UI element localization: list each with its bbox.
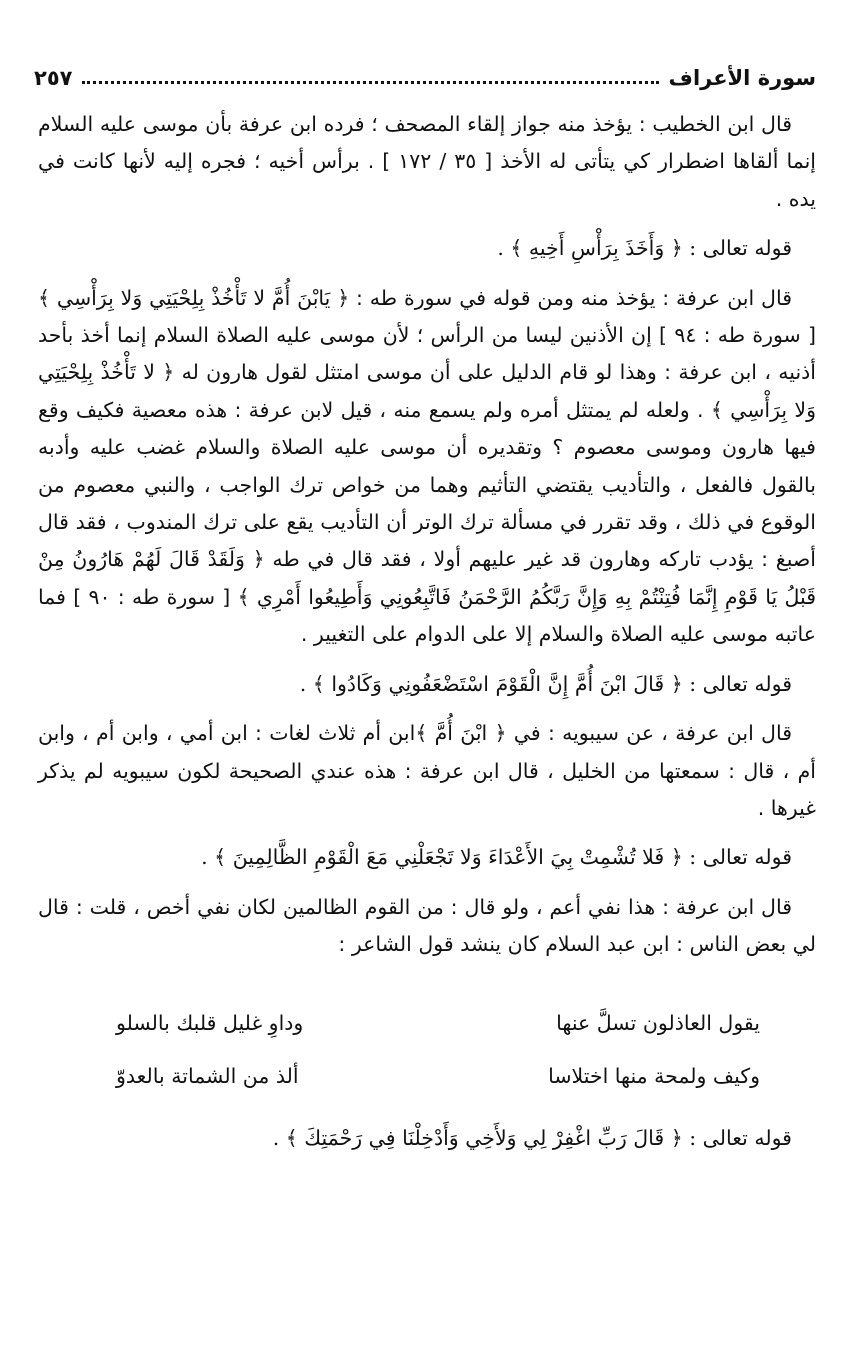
commentary-paragraph: قال ابن عرفة : هذا نفي أعم ، ولو قال : من القوم الظالمين لكان نفي أخص ، قلت : قال لي بعض الناس : ابن عبد السلام كان ينشد قول الشاعر : [38, 894, 816, 957]
poem-first-hemistich: يقول العاذلون تسلَّ عنها [556, 1011, 760, 1036]
poem-verse [38, 998, 816, 1051]
poem [38, 998, 816, 1104]
page-body [38, 106, 816, 1169]
commentary-paragraph: قال ابن عرفة ، عن سيبويه : في ﴿ ابْنَ أُمَّ ﴾ابن أم ثلاث لغات : ابن أمي ، وابن أم ، وابن أم ، قال : سمعتها من الخليل ، قال ابن عرفة : هذه عندي الصحيحة لكون سيبويه لم يذكر غيرها . [38, 721, 816, 820]
page-number: ٢٥٧ [34, 66, 73, 90]
surah-title: سورة الأعراف [668, 66, 816, 90]
poem-verse [38, 1051, 816, 1104]
running-header [34, 58, 816, 98]
header-dotted-leader [82, 81, 658, 84]
poem-first-hemistich: وكيف ولمحة منها اختلاسا [548, 1064, 760, 1089]
commentary-paragraph: قال ابن عرفة : يؤخذ منه ومن قوله في سورة طه : ﴿ يَابْنَ أُمَّ لا تَأْخُذْ بِلِحْيَتِي وَلا بِرَأْسِي ﴾ [ سورة طه : ٩٤ ] إن الأذنين ليسا من الرأس ؛ لأن موسى عليه الصلاة السلام إنما أخذ بأحد أذنيه ، ابن عرفة : وهذا لو قام الدليل على أن موسى امتثل لقول هارون له ﴿ لا تَأْخُذْ بِلِحْيَتِي وَلا بِرَأْسِي ﴾ . ولعله لم يمتثل أمره ولم يسمع منه ، قيل لابن عرفة : هذه معصية فكيف وقع فيها هارون وموسى معصوم ؟ وتقديره أن موسى عليه الصلاة والسلام غضب عليه وأدبه بالقول فالفعل ، والتأديب يقتضي التأثيم وهما من خواص ترك الواجب ، والنبي معصوم من الوقوع في ذلك ، وقد تقرر في مسألة ترك الوتر أن التأديب يقع على ترك المندوب ، فقد قال أصبغ : يؤدب تاركه وهارون قد غير عليهم أولا ، فقد قال في طه ﴿ وَلَقَدْ قَالَ لَهُمْ هَارُونُ مِنْ قَبْلُ يَا قَوْمِ إِنَّمَا فُتِنْتُمْ بِهِ وَإِنَّ رَبَّكُمُ الرَّحْمَنُ فَاتَّبِعُونِي وَأَطِيعُوا أَمْرِي ﴾ [ سورة طه : ٩٠ ] فما عاتبه موسى عليه الصلاة والسلام إلا على الدوام على التغيير . [38, 285, 816, 647]
commentary-paragraph: قال ابن الخطيب : يؤخذ منه جواز إلقاء المصحف ؛ فرده ابن عرفة بأن موسى عليه السلام إنما ألقاها اضطرار كي يتأتى له الأخذ [ ٣٥ / ١٧٢ ] . برأس أخيه ؛ فجره إليه لأنها كانت في يده . [38, 112, 816, 211]
verse-heading: قوله تعالى : ﴿ وَأَخَذَ بِرَأْسِ أَخِيهِ ﴾ . [497, 236, 792, 261]
verse-heading: قوله تعالى : ﴿ قَالَ رَبِّ اغْفِرْ لِي وَلأَخِي وَأَدْخِلْنَا فِي رَحْمَتِكَ ﴾ . [272, 1125, 792, 1150]
verse-heading: قوله تعالى : ﴿ قَالَ ابْنَ أُمَّ إِنَّ الْقَوْمَ اسْتَضْعَفُونِي وَكَادُوا ﴾ . [299, 671, 792, 696]
verse-heading: قوله تعالى : ﴿ فَلا تُشْمِتْ بِيَ الأَعْدَاءَ وَلا تَجْعَلْنِي مَعَ الْقَوْمِ الظَّالِمِينَ ﴾ . [201, 845, 792, 870]
poem-second-hemistich: ألذ من الشماتة بالعدوّ [116, 1064, 299, 1089]
poem-second-hemistich: وداوِ غليل قلبك بالسلو [116, 1011, 304, 1036]
